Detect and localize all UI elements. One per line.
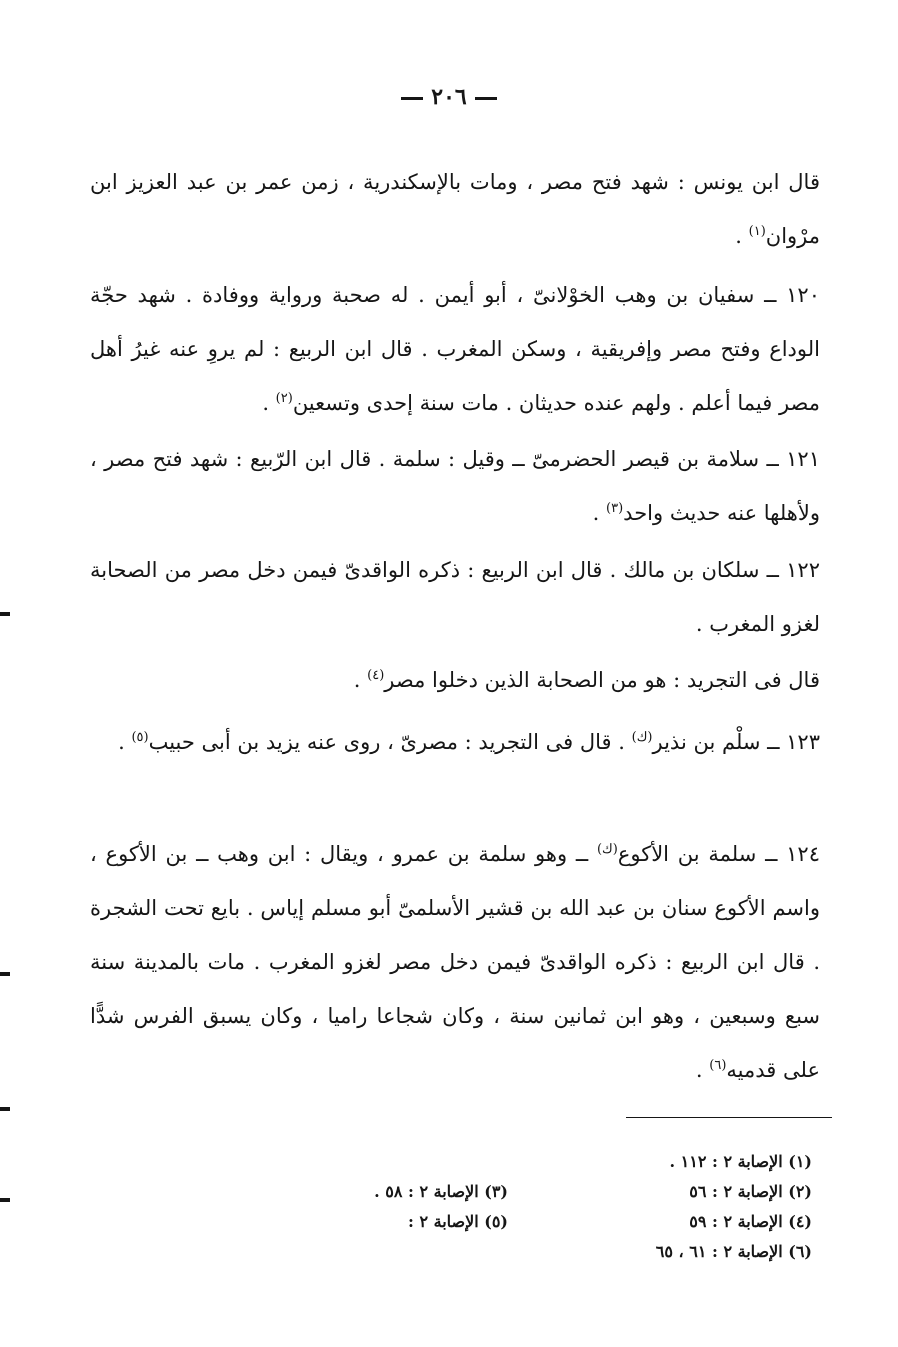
entry-rest: ــ وهو سلمة بن عمرو ، ويقال : ابن وهب ــ بن الأكوع ، واسم الأكوع سنان بن عبد الله بن قشير الأسلمىّ أبو مسلم إياس . بايع تحت الشجرة . قال ابن الربيع : ذكره الواقدىّ فيمن دخل مصر لغزو المغرب . مات بالمدينة سنة سبع وسبعين ، وهو ابن ثمانين سنة ، وكان شجاعا راميا ، وكان يسبق الفرس شدًّا على قدميه <box>90 842 821 1082</box>
footnote-ref: (٢) <box>275 391 293 406</box>
page-number-dash-right <box>475 97 497 100</box>
entry-end: . <box>262 391 276 415</box>
page-number-dash-left <box>401 97 423 100</box>
paragraph-end: . <box>353 668 368 692</box>
footnote-6: (٦) الإصابة ٢ : ٦١ ، ٦٥ <box>655 1242 812 1261</box>
paragraph-text: قال ابن يونس : شهد فتح مصر ، ومات بالإسكندرية ، زمن عمر بن عبد العزيز ابن مرْوان <box>90 170 820 248</box>
entry-text: ١٢٤ ــ سلمة بن الأكوع <box>617 842 820 866</box>
footnote-ref: (٤) <box>367 668 385 683</box>
page-number-value: ٢٠٦ <box>431 84 467 110</box>
entry-end: . <box>592 501 607 525</box>
footnote-ref: (١) <box>748 224 766 239</box>
entry-text: ١٢٢ ــ سلكان بن مالك . قال ابن الربيع : ذكره الواقدىّ فيمن دخل مصر من الصحابة لغزو المغرب . <box>90 558 820 636</box>
footnote-3: (٣) الإصابة ٢ : ٥٨ . <box>374 1182 508 1201</box>
entry-124 <box>90 827 820 1097</box>
entry-end: . <box>695 1058 710 1082</box>
scan-edge-mark <box>0 1198 10 1202</box>
paragraph-ibn-yunus <box>90 155 820 263</box>
scan-edge-mark <box>0 1107 10 1111</box>
entry-rest: . قال فى التجريد : مصرىّ ، روى عنه يزيد بن أبى حبيب <box>148 730 632 754</box>
entry-text: ١٢١ ــ سلامة بن قيصر الحضرمىّ ــ وقيل : سلمة . قال ابن الرّبيع : شهد فتح مصر ، ولأهلها عنه حديث واحد <box>90 447 820 525</box>
source-ref: (ك) <box>596 842 618 857</box>
footnote-2: (٢) الإصابة ٢ : ٥٦ <box>689 1182 812 1201</box>
entry-text: ١٢٣ ــ سلْم بن نذير <box>652 730 820 754</box>
paragraph-tajrid <box>90 653 820 707</box>
footnote-5: (٥) الإصابة ٢ : <box>407 1212 508 1231</box>
scan-edge-mark <box>0 972 10 976</box>
entry-end: . <box>118 730 132 754</box>
footnote-1: (١) الإصابة ٢ : ١١٢ . <box>669 1152 812 1171</box>
paragraph-end: . <box>735 224 749 248</box>
footnote-ref: (٦) <box>709 1058 727 1073</box>
scan-edge-mark <box>0 612 10 616</box>
footnote-ref: (٣) <box>606 501 624 516</box>
entry-121 <box>90 432 820 540</box>
entry-123 <box>90 715 820 769</box>
paragraph-text: قال فى التجريد : هو من الصحابة الذين دخلوا مصر <box>384 668 820 692</box>
entry-120 <box>90 268 820 430</box>
entry-text: ١٢٠ ــ سفيان بن وهب الخوْلانىّ ، أبو أيمن . له صحبة ورواية ووفادة . شهد حجّة الوداع وفتح مصر وإفريقية ، وسكن المغرب . قال ابن الربيع : لم يروِ عنه غيرُ أهل مصر فيما أعلم . ولهم عنده حديثان . مات سنة إحدى وتسعين <box>90 283 820 415</box>
footnote-4: (٤) الإصابة ٢ : ٥٩ <box>689 1212 812 1231</box>
entry-122 <box>90 543 820 651</box>
footnote-ref: (٥) <box>131 730 149 745</box>
source-ref: (ك) <box>631 730 653 745</box>
footnote-divider <box>626 1117 832 1118</box>
page-number <box>0 84 898 110</box>
